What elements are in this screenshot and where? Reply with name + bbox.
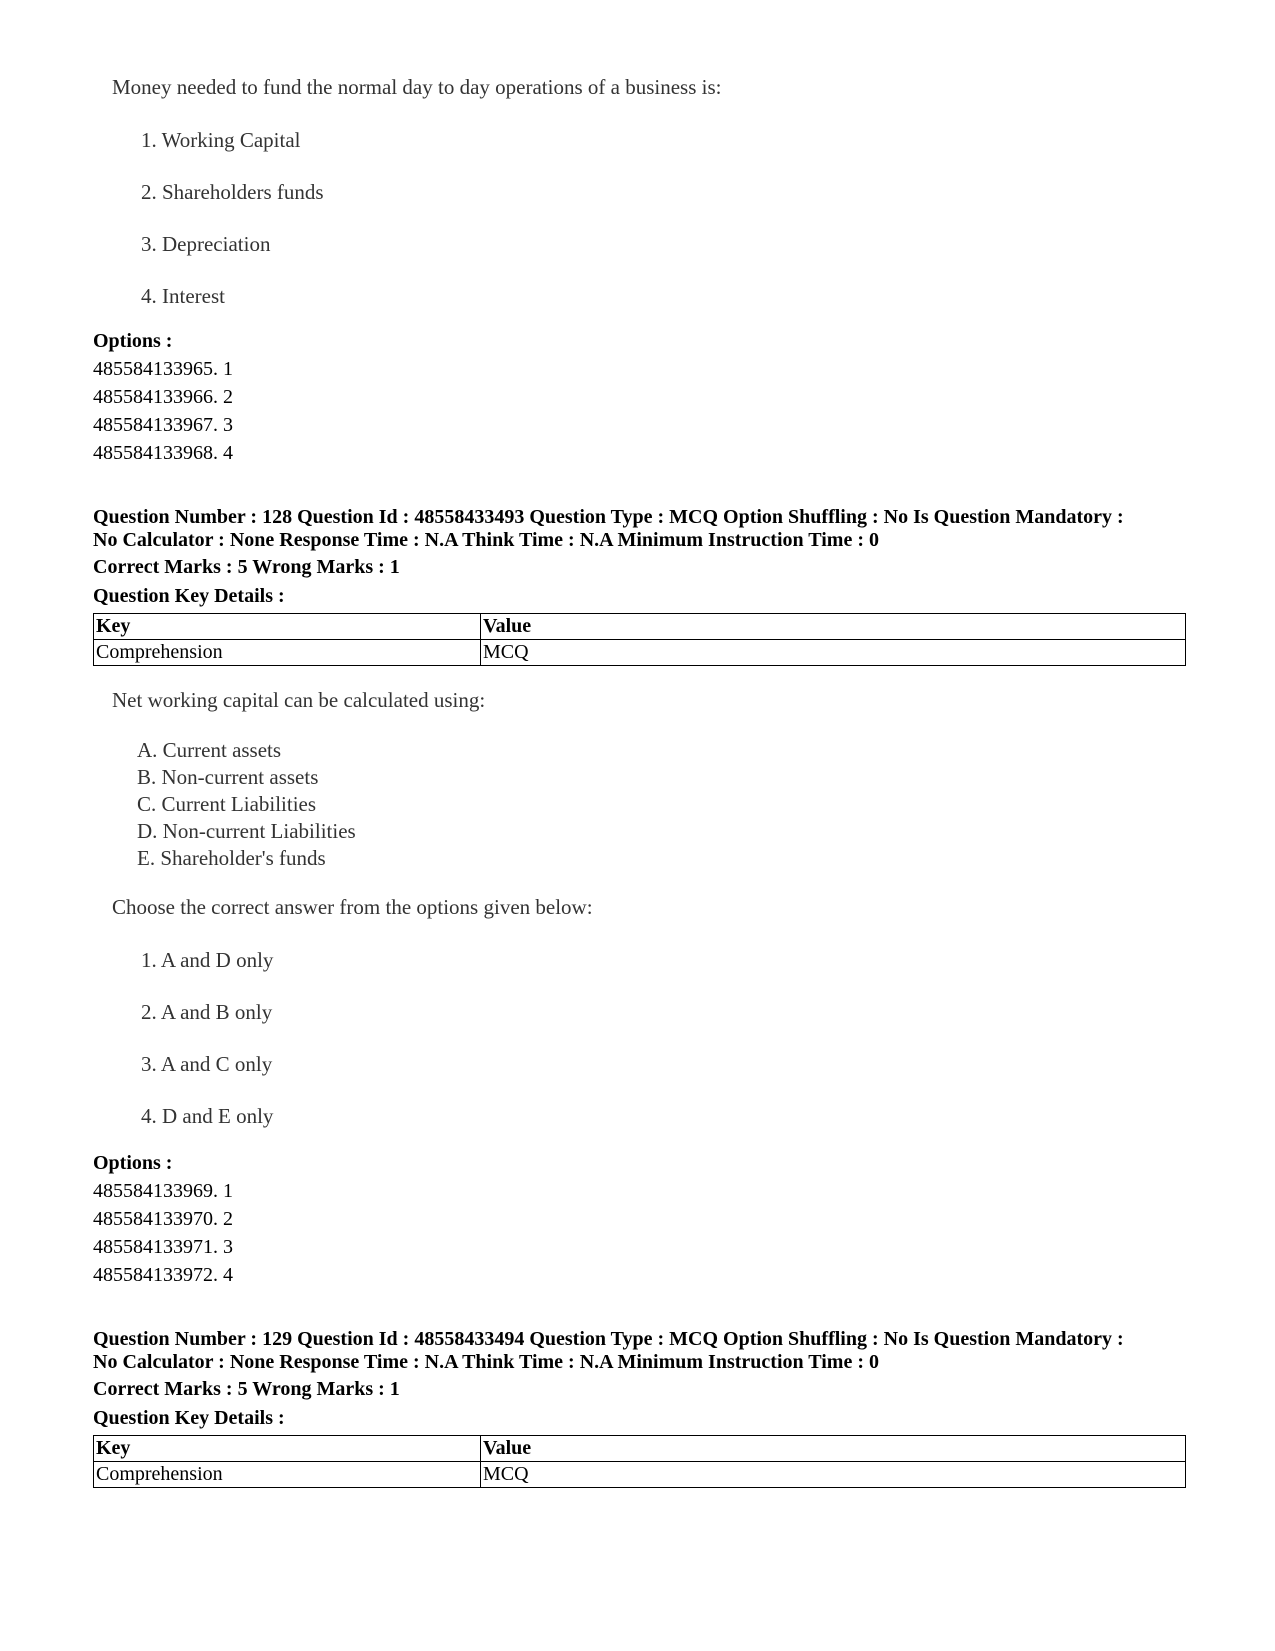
table-row: [94, 640, 1186, 666]
table-cell: Comprehension: [94, 640, 481, 666]
table-header-row: [94, 1436, 1186, 1462]
key-details-table: [93, 1435, 1186, 1488]
table-row: [94, 1462, 1186, 1488]
question-stem: Money needed to fund the normal day to day operations of a business is:: [112, 75, 722, 99]
option-line: 485584133968. 4: [93, 442, 233, 464]
table-cell: Comprehension: [94, 1462, 481, 1488]
option-line: 485584133967. 3: [93, 414, 233, 436]
key-details-table: [93, 613, 1186, 666]
table-header-cell: Value: [481, 1436, 1186, 1462]
question-meta-line: Question Number : 129 Question Id : 48558433494 Question Type : MCQ Option Shuffling : No Is Question Mandatory :: [93, 1328, 1124, 1350]
marks-line: Correct Marks : 5 Wrong Marks : 1: [93, 1378, 400, 1400]
table-header-cell: Key: [94, 1436, 481, 1462]
question-instruction: Choose the correct answer from the options given below:: [112, 895, 593, 919]
option-line: 485584133966. 2: [93, 386, 233, 408]
question-stem: Net working capital can be calculated using:: [112, 688, 486, 712]
question-meta-line: No Calculator : None Response Time : N.A Think Time : N.A Minimum Instruction Time : 0: [93, 529, 879, 551]
question-meta-line: Question Number : 128 Question Id : 48558433493 Question Type : MCQ Option Shuffling : No Is Question Mandatory :: [93, 506, 1124, 528]
options-label: Options :: [93, 330, 173, 352]
statement-item: B. Non-current assets: [137, 765, 319, 789]
table-header-cell: Key: [94, 614, 481, 640]
key-details-label: Question Key Details :: [93, 1407, 285, 1429]
choice-item: 1. A and D only: [141, 948, 274, 972]
option-line: 485584133969. 1: [93, 1180, 233, 1202]
option-line: 485584133970. 2: [93, 1208, 233, 1230]
table-cell: MCQ: [481, 640, 1186, 666]
choice-item: 1. Working Capital: [141, 128, 301, 152]
statement-item: A. Current assets: [137, 738, 282, 762]
statement-item: E. Shareholder's funds: [137, 846, 326, 870]
choice-item: 4. Interest: [141, 284, 225, 308]
choice-item: 4. D and E only: [141, 1104, 274, 1128]
question-meta-line: No Calculator : None Response Time : N.A Think Time : N.A Minimum Instruction Time : 0: [93, 1351, 879, 1373]
option-line: 485584133971. 3: [93, 1236, 233, 1258]
choice-item: 3. A and C only: [141, 1052, 273, 1076]
table-header-row: [94, 614, 1186, 640]
statement-item: D. Non-current Liabilities: [137, 819, 356, 843]
option-line: 485584133972. 4: [93, 1264, 233, 1286]
choice-item: 3. Depreciation: [141, 232, 271, 256]
statement-item: C. Current Liabilities: [137, 792, 317, 816]
options-label: Options :: [93, 1152, 173, 1174]
table-cell: MCQ: [481, 1462, 1186, 1488]
marks-line: Correct Marks : 5 Wrong Marks : 1: [93, 556, 400, 578]
choice-item: 2. Shareholders funds: [141, 180, 324, 204]
key-details-label: Question Key Details :: [93, 585, 285, 607]
table-header-cell: Value: [481, 614, 1186, 640]
option-line: 485584133965. 1: [93, 358, 233, 380]
choice-item: 2. A and B only: [141, 1000, 273, 1024]
